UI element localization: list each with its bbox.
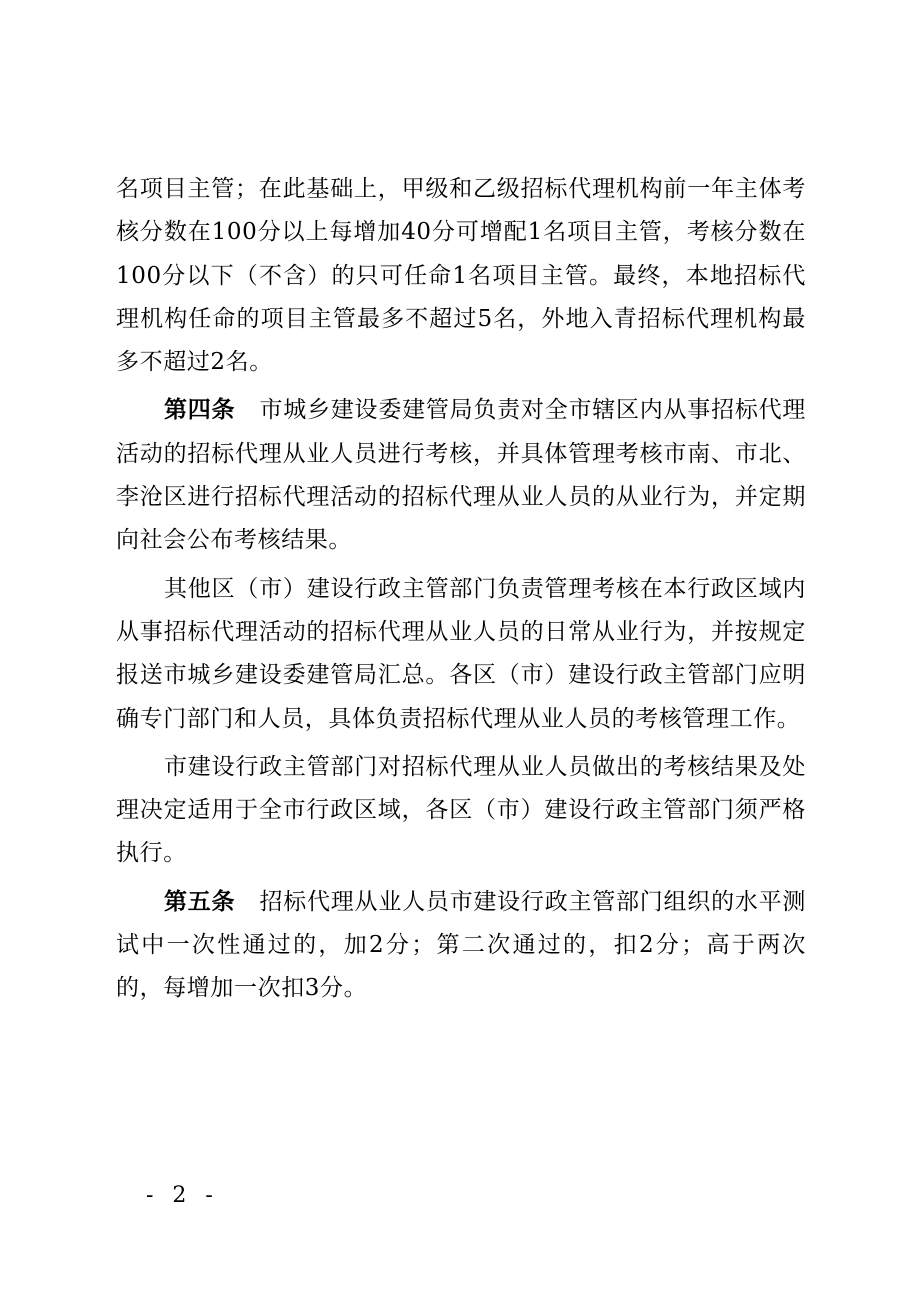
document-body: [116, 168, 806, 1011]
paragraph-text: 其他区（市）建设行政主管部门负责管理考核在本行政区域内从事招标代理活动的招标代理从业人员的日常从业行为，并按规定报送市城乡建设委建管局汇总。各区（市）建设行政主管部门应明确专门部门和人员，具体负责招标代理从业人员的考核管理工作。: [116, 575, 806, 732]
page-number: - 2 -: [146, 1183, 219, 1208]
article-5-paragraph: [116, 881, 806, 1011]
paragraph-text: 招标代理从业人员市建设行政主管部门组织的水平测试中一次性通过的，加2分；第二次通过的，扣2分；高于两次的，每增加一次扣3分。: [116, 888, 806, 1002]
paragraph-text: 名项目主管；在此基础上，甲级和乙级招标代理机构前一年主体考核分数在100分以上每增加40分可增配1名项目主管，考核分数在100分以下（不含）的只可任命1名项目主管。最终，本地招标代理机构任命的项目主管最多不超过5名，外地入青招标代理机构最多不超过2名。: [116, 176, 806, 376]
paragraph-text: 市建设行政主管部门对招标代理从业人员做出的考核结果及处理决定适用于全市行政区域，各区（市）建设行政主管部门须严格执行。: [116, 753, 806, 867]
article-4-label: 第四条: [164, 397, 236, 424]
paragraph-text: 市城乡建设委建管局负责对全市辖区内从事招标代理活动的招标代理从业人员进行考核，并具体管理考核市南、市北、李沧区进行招标代理活动的招标代理从业人员的从业行为，并定期向社会公布考核结果。: [116, 397, 806, 554]
paragraph-continuation: [116, 168, 806, 384]
article-4-paragraph: [116, 389, 806, 562]
article-4-subparagraph-results-scope: [116, 746, 806, 876]
article-4-subparagraph-other-districts: [116, 568, 806, 741]
article-5-label: 第五条: [164, 888, 236, 915]
